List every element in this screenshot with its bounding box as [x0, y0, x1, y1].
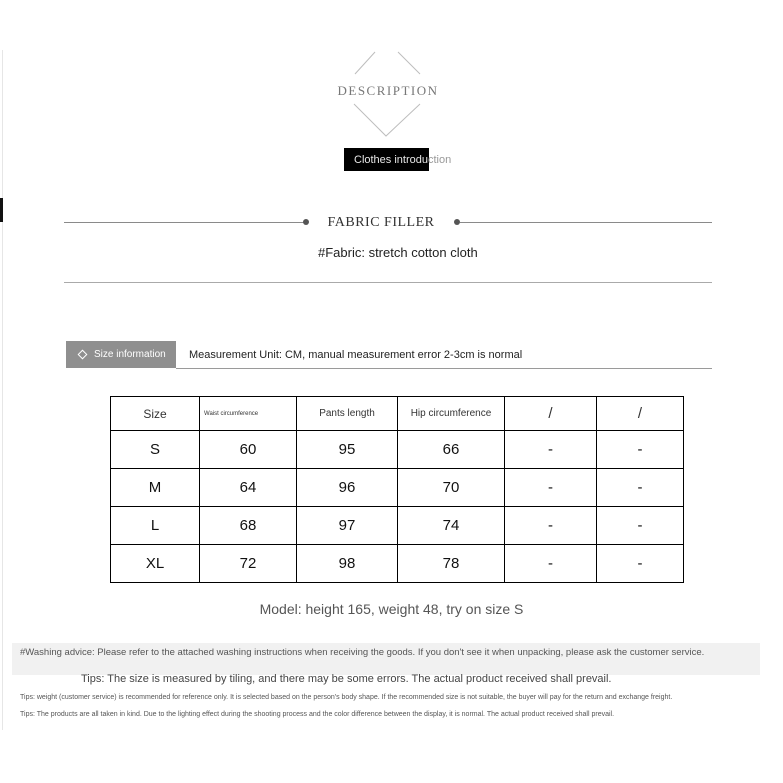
- pants-length-cell: 95: [297, 431, 398, 469]
- description-top-chevron: [340, 46, 440, 76]
- size-information-label: Size information: [94, 349, 166, 360]
- tips-products-note: Tips: The products are all taken in kind. Due to the lighting effect during the shooting process and the color difference between the display, it is normal. The actual product received shall prevail.: [20, 711, 615, 718]
- waist-cell: 64: [200, 469, 297, 507]
- pants-length-cell: 96: [297, 469, 398, 507]
- empty-cell: -: [505, 431, 597, 469]
- size-cell: M: [111, 469, 200, 507]
- left-edge-marker: [0, 198, 3, 222]
- table-row: [111, 431, 684, 469]
- diamond-icon: [78, 350, 88, 360]
- table-row: [111, 507, 684, 545]
- empty-cell: -: [597, 431, 684, 469]
- hip-cell: 78: [398, 545, 505, 583]
- tips-size-note: Tips: The size is measured by tiling, and there may be some errors. The actual product received shall prevail.: [81, 673, 612, 685]
- table-row: [111, 545, 684, 583]
- fabric-bottom-rule: [64, 282, 712, 283]
- fabric-description: #Fabric: stretch cotton cloth: [318, 245, 478, 260]
- header-slash-1: /: [505, 397, 597, 431]
- hip-cell: 66: [398, 431, 505, 469]
- size-information-rule: [176, 368, 712, 369]
- fabric-title: FABRIC FILLER: [327, 215, 435, 230]
- waist-cell: 60: [200, 431, 297, 469]
- fabric-title-left-rule: [64, 222, 304, 223]
- tips-weight-note: Tips: weight (customer service) is recommended for reference only. It is selected based on the person's body shape. If the recommended size is not suitable, the buyer will pay for the return and exchange freight.: [20, 694, 673, 701]
- table-row: [111, 469, 684, 507]
- header-pants-length: Pants length: [297, 397, 398, 431]
- waist-cell: 68: [200, 507, 297, 545]
- size-table: [110, 396, 684, 583]
- empty-cell: -: [597, 469, 684, 507]
- pants-length-cell: 97: [297, 507, 398, 545]
- header-slash-2: /: [597, 397, 684, 431]
- hip-cell: 74: [398, 507, 505, 545]
- header-size: Size: [111, 397, 200, 431]
- fabric-title-left-dot: [303, 219, 309, 225]
- header-waist: Waist circumference: [200, 397, 297, 431]
- description-title: DESCRIPTION: [337, 83, 439, 98]
- empty-cell: -: [505, 507, 597, 545]
- pants-length-cell: 98: [297, 545, 398, 583]
- model-info: Model: height 165, weight 48, try on size S: [259, 601, 524, 617]
- description-bottom-chevron: [340, 102, 440, 142]
- hip-cell: 70: [398, 469, 505, 507]
- size-cell: XL: [111, 545, 200, 583]
- clothes-introduction-label: Clothes introduction: [354, 154, 452, 166]
- waist-cell: 72: [200, 545, 297, 583]
- empty-cell: -: [597, 545, 684, 583]
- washing-advice-text: #Washing advice: Please refer to the attached washing instructions when receiving the goods. If you don't see it when unpacking, please ask the customer service.: [20, 647, 705, 658]
- header-hip: Hip circumference: [398, 397, 505, 431]
- size-table-header-row: [111, 397, 684, 431]
- empty-cell: -: [597, 507, 684, 545]
- left-edge-line: [2, 50, 3, 730]
- empty-cell: -: [505, 469, 597, 507]
- fabric-title-right-rule: [460, 222, 712, 223]
- measurement-unit-note: Measurement Unit: CM, manual measurement error 2-3cm is normal: [189, 349, 523, 361]
- size-information-tab: [66, 341, 176, 368]
- size-cell: L: [111, 507, 200, 545]
- empty-cell: -: [505, 545, 597, 583]
- size-cell: S: [111, 431, 200, 469]
